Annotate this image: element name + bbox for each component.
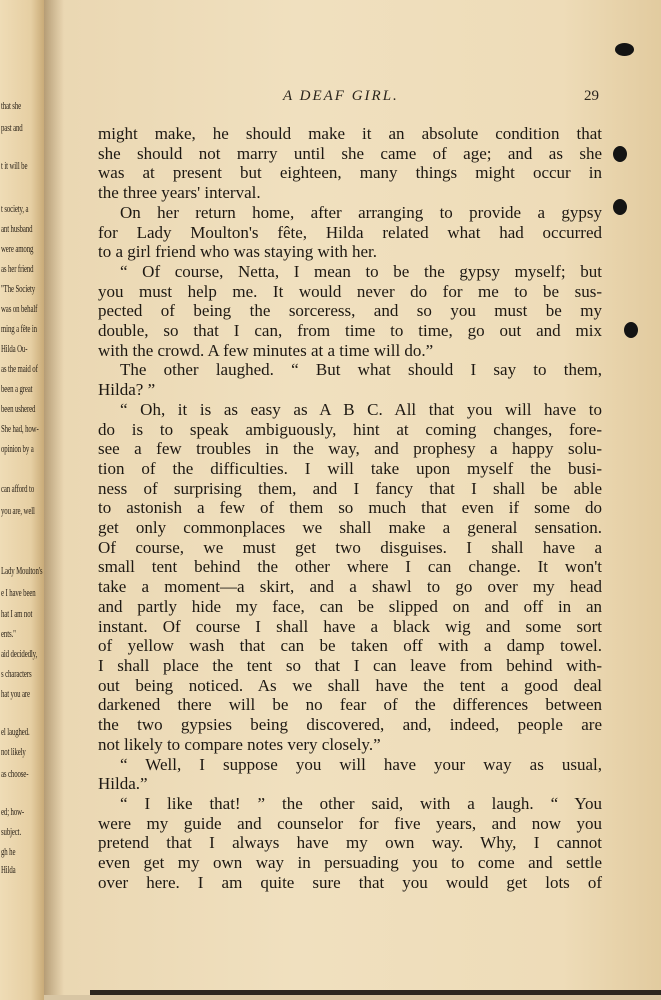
margin-fragment: ents." — [1, 628, 16, 640]
running-head: A DEAF GIRL. — [283, 88, 399, 104]
margin-fragment: s characters — [1, 668, 32, 680]
text-line: “ I like that! ” the other said, with a laugh. “ You — [120, 793, 602, 813]
margin-fragment: subject. — [1, 826, 22, 838]
text-line: over here. I am quite sure that you would get lots of — [98, 872, 602, 892]
margin-fragment: "The Society — [1, 283, 36, 295]
margin-fragment: hat I am not — [1, 608, 33, 620]
text-line: I shall place the tent so that I can leave from behind with- — [98, 655, 602, 675]
text-line: was at present but eighteen, many things might occur in — [98, 163, 602, 183]
margin-fragment: been a great — [1, 383, 33, 395]
ink-blot-icon — [615, 43, 634, 56]
margin-fragment: as choose- — [1, 768, 29, 780]
margin-fragment: as her friend — [1, 263, 34, 275]
text-line: On her return home, after arranging to provide a gypsy — [120, 202, 602, 222]
margin-fragment: been ushered — [1, 403, 36, 415]
margin-fragment: Lady Moulton's — [1, 565, 43, 577]
margin-fragment: hat you are — [1, 688, 30, 700]
text-line: of yellow wash that can be taken off with a damp towel. — [98, 636, 602, 656]
text-line: Hilda? ” — [98, 380, 156, 400]
text-line: ness of surprising them, and I fancy that I shall be able — [98, 478, 602, 498]
margin-fragment: ed; how- — [1, 806, 25, 818]
text-line: get only commonplaces we shall make a general sensation. — [98, 518, 602, 538]
bullet-mark-icon — [613, 199, 627, 215]
text-line: take a moment—a skirt, and a shawl to go over my head — [98, 577, 602, 597]
margin-fragment: She had, how- — [1, 423, 39, 435]
bullet-mark-icon — [613, 146, 627, 162]
text-line: The other laughed. “ But what should I say to them, — [120, 360, 602, 380]
text-line: you must help me. It would never do for me to be sus- — [98, 281, 602, 301]
text-line: pected of being the sorceress, and so you must be my — [98, 301, 602, 321]
binding-shadow — [44, 0, 64, 1000]
margin-fragment: were among — [1, 243, 34, 255]
margin-fragment: e I have been — [1, 587, 36, 599]
margin-fragment: t it will be — [1, 160, 28, 172]
text-line: might make, he should make it an absolute condition that — [98, 124, 602, 143]
margin-fragment: that she — [1, 100, 22, 112]
text-line: with the crowd. A few minutes at a time will do.” — [98, 340, 434, 360]
text-line: were my guide and counselor for five years, and now you — [98, 813, 602, 833]
margin-fragment: you are, well — [1, 505, 35, 517]
text-line: instant. Of course I shall have a black wig and some sort — [98, 616, 602, 636]
margin-fragment: Hilda Ou- — [1, 343, 28, 355]
text-line: “ Well, I suppose you will have your way as usual, — [120, 754, 602, 774]
text-line: the two gypsies being discovered, and, indeed, people are — [98, 715, 602, 735]
text-line: pretend that I always have my own way. Why, I cannot — [98, 833, 602, 853]
text-line: tion of the difficulties. I will take upon myself the busi- — [98, 458, 602, 478]
text-line: not likely to compare notes very closely.” — [98, 734, 381, 754]
margin-fragment: aid decidedly, — [1, 648, 38, 660]
text-line: small tent behind the other where I can change. It won't — [98, 557, 602, 577]
margin-fragment: opinion by a — [1, 443, 34, 455]
margin-fragment: not likely — [1, 746, 26, 758]
body-text — [98, 124, 602, 892]
margin-fragment: ant husband — [1, 223, 33, 235]
text-line: darkened there will be no fear of the differences between — [98, 695, 602, 715]
text-line: double, so that I can, from time to time, go out and mix — [98, 321, 602, 341]
margin-fragment: past and — [1, 122, 23, 134]
text-line: to a girl friend who was staying with her. — [98, 242, 378, 262]
text-line: to astonish a few of them so much that even if some do — [98, 498, 602, 518]
text-line: even get my own way in persuading you to come and settle — [98, 853, 602, 873]
text-line: Hilda.” — [98, 774, 148, 794]
text-line: for Lady Moulton's fête, Hilda related what had occurred — [98, 222, 602, 242]
text-line: and partly hide my face, can be slipped on and off in an — [98, 596, 602, 616]
margin-fragment: ming a fête in — [1, 323, 37, 335]
bullet-mark-icon — [624, 322, 638, 338]
margin-fragment: Hilda — [1, 864, 16, 876]
text-line: do is to speak ambiguously, hint at coming changes, fore- — [98, 419, 602, 439]
text-line: she should not marry until she came of age; and as she — [98, 143, 602, 163]
text-line: the three years' interval. — [98, 183, 261, 203]
text-line: see a few troubles in the way, and prophesy a happy solu- — [98, 439, 602, 459]
margin-fragment: can afford to — [1, 483, 35, 495]
margin-fragment: as the maid of — [1, 363, 38, 375]
page-bottom-strip — [44, 995, 661, 1000]
margin-fragment: el laughed. — [1, 726, 30, 738]
text-line: “ Of course, Netta, I mean to be the gypsy myself; but — [120, 261, 602, 281]
margin-fragment: gh he — [1, 846, 16, 858]
margin-fragment: t society, a — [1, 203, 29, 215]
text-line: Of course, we must get two disguises. I shall have a — [98, 537, 602, 557]
margin-fragment: was on behalf — [1, 303, 38, 315]
text-line: “ Oh, it is as easy as A B C. All that you will have to — [120, 399, 602, 419]
text-line: out being noticed. As we shall have the tent a good deal — [98, 675, 602, 695]
page-number: 29 — [584, 88, 599, 104]
